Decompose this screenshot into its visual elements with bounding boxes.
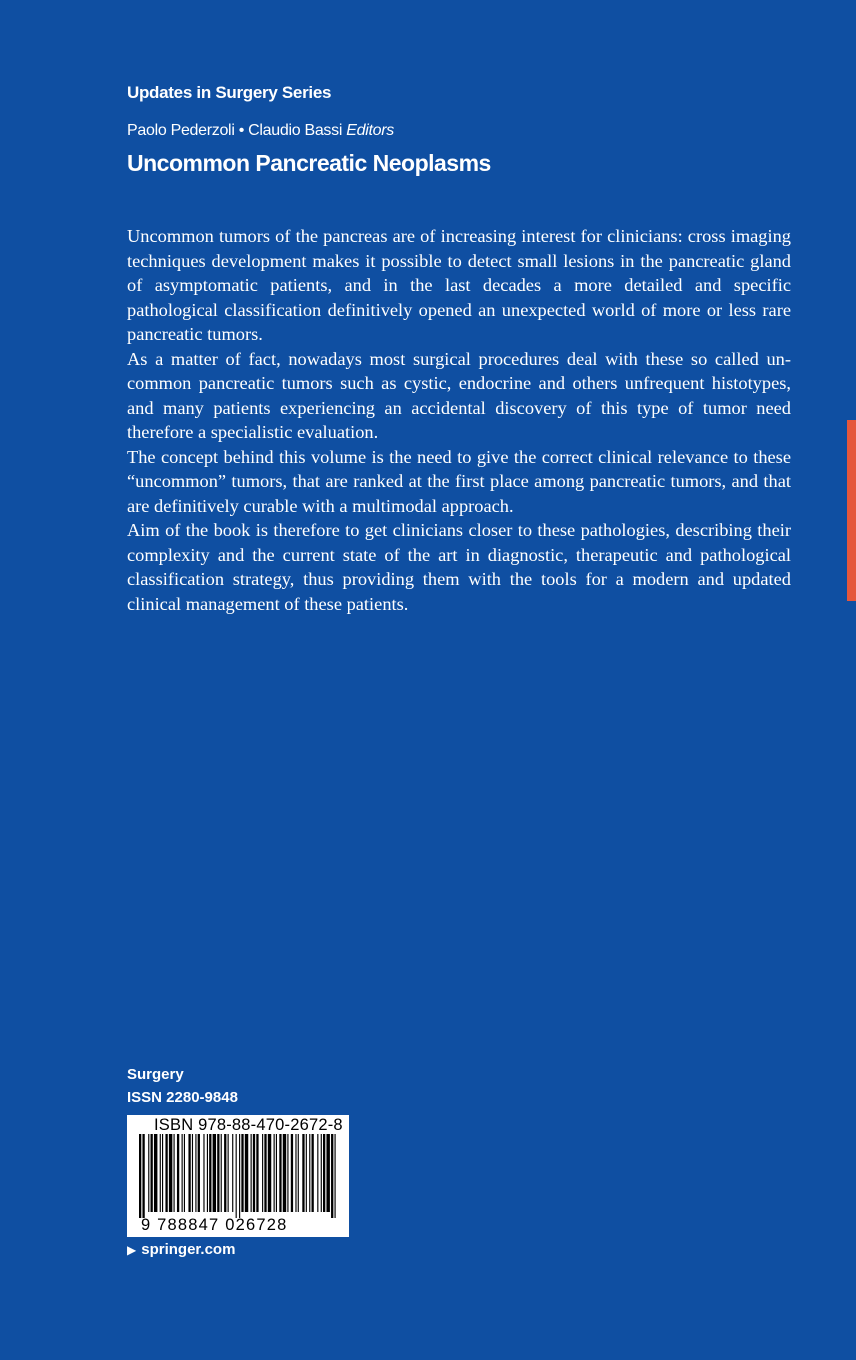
barcode-bar [148,1134,149,1212]
barcode-bar [139,1134,141,1218]
barcode-bar [309,1134,310,1212]
barcode-bar [321,1134,322,1212]
barcode-bar [287,1134,288,1212]
barcode-bar [192,1134,193,1212]
barcode-digits: 9 788847 026728 [141,1216,288,1234]
barcode-bar [264,1134,266,1212]
barcode-bar [154,1134,157,1212]
barcode-bar [151,1134,153,1212]
barcode-bar [268,1134,271,1212]
arrow-right-icon: ▶ [127,1243,137,1257]
barcode-bars [137,1134,339,1218]
barcode-bar [306,1134,307,1212]
barcode-bar [323,1134,325,1212]
barcode-bar [217,1134,219,1212]
barcode-bar [228,1134,229,1212]
subject-label: Surgery [127,1066,184,1083]
editors-line [127,122,394,140]
barcode-bar [221,1134,222,1212]
book-title: Uncommon Pancreatic Neoplasms [127,150,491,176]
barcode-bar [169,1134,172,1212]
barcode-bar [239,1134,240,1218]
website-text: springer.com [141,1241,236,1258]
barcode-bar [209,1134,211,1212]
editors-role: Editors [346,122,394,139]
barcode-bar [232,1134,233,1212]
barcode-bar [207,1134,208,1212]
barcode-bar [213,1134,216,1212]
description-paragraph: The concept behind this volume is the need to give the correct clinical relevance to these “uncommon” tumors, that are ranked at the first place among pancreatic tumors, and that are definitively curable with a multimodal approach. [127,446,791,516]
barcode-bar [224,1134,226,1212]
barcode-bar [162,1134,163,1212]
barcode-bar [256,1134,258,1212]
barcode-bar [182,1134,183,1212]
barcode-bar [283,1134,286,1212]
book-description [127,224,791,616]
barcode-bar [326,1134,329,1212]
description-paragraph: Uncommon tumors of the pancreas are of increasing interest for clinicians: cross imaging techniques development makes it possible to detect small lesions in the pancreatic gland of asymptomatic patients, and in the last decades a more detailed and specific pathological classification definitively opened an unexpected world of more or less rare pancreatic tumors. [127,226,791,344]
barcode-bar [188,1134,190,1212]
barcode-bar [291,1134,293,1212]
barcode-bar [165,1134,167,1212]
barcode-bar [174,1134,175,1212]
issn-label: ISSN 2280-9848 [127,1089,238,1106]
barcode-bar [160,1134,161,1212]
barcode-bar [253,1134,255,1212]
barcode-bar [279,1134,281,1212]
barcode-bar [184,1134,185,1212]
barcode-bar [142,1134,144,1218]
barcode-bar [262,1134,263,1212]
barcode-bar [203,1134,204,1212]
series-name: Updates in Surgery Series [127,83,332,102]
barcode-bar [198,1134,200,1212]
barcode-bar [251,1134,252,1212]
side-color-tab [847,420,856,601]
description-paragraph: As a matter of fact, nowadays most surgical procedures deal with these so called uncommon pancreatic tumors such as cystic, endocrine and others unfrequent histotypes, and many patients experiencing an accidental discovery of this type of tumor need therefore a specialistic evaluation. [127,348,791,442]
barcode-bar [312,1134,314,1212]
barcode-bar [195,1134,196,1212]
barcode [127,1115,349,1237]
barcode-bar [298,1134,299,1212]
barcode-bar [245,1134,248,1212]
barcode-bar [236,1134,237,1218]
barcode-bar [274,1134,275,1212]
barcode-bar [177,1134,179,1212]
barcode-bar [335,1134,336,1218]
barcode-bar [331,1134,333,1218]
publisher-website[interactable] [127,1241,235,1258]
barcode-bar [241,1134,243,1212]
isbn-label: ISBN 978-88-470-2672-8 [154,1116,343,1134]
description-paragraph: Aim of the book is therefore to get clinicians closer to these pathologies, describing their complexity and the current state of the art in diagnostic, therapeutic and pathological classification strategy, thus providing them with the tools for a modern and updated clinical management of these patients. [127,520,791,614]
barcode-bar [276,1134,277,1212]
editor-names: Paolo Pederzoli • Claudio Bassi [127,122,343,139]
barcode-bar [295,1134,296,1212]
barcode-bar [302,1134,304,1212]
barcode-bar [317,1134,318,1212]
